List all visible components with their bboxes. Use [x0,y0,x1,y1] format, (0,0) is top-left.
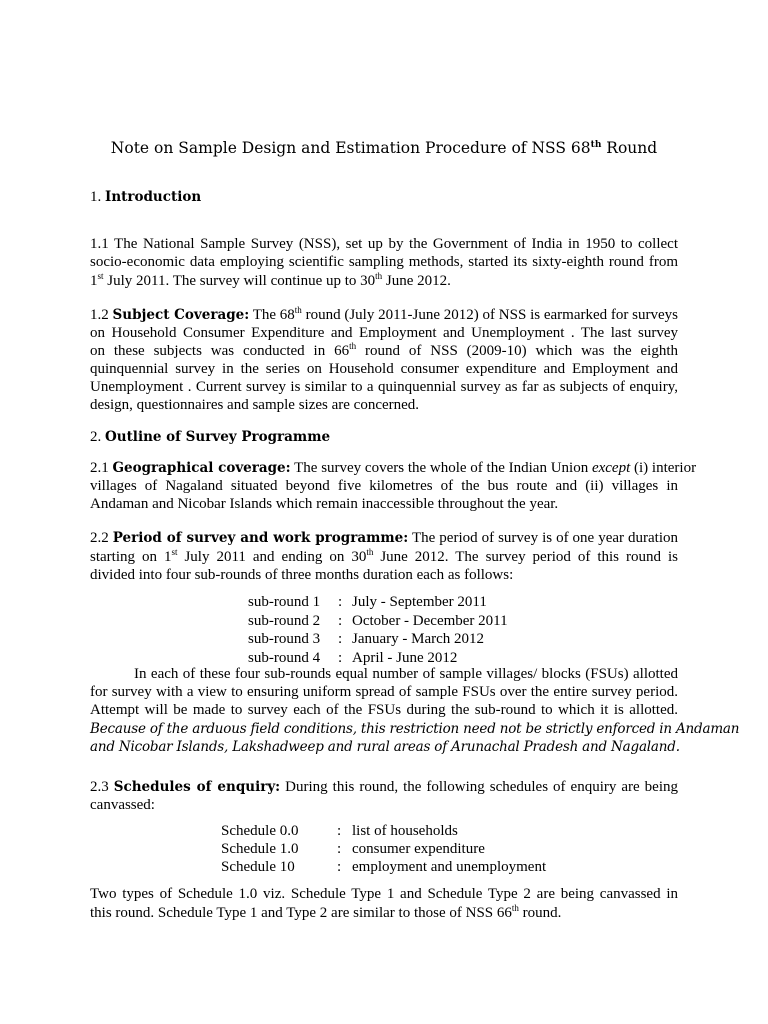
title-text-end: Round [601,139,658,157]
paragraph-1-2-line-1: 1.2 Subject Coverage: The 68th round (July 2011-June 2012) of NSS is earmarked for surveys [90,305,678,323]
paragraph-2-2b-line-2: for survey with a view to ensuring uniform spread of sample FSUs over the entire survey period. [90,684,678,700]
paragraph-2-1-line-3: Andaman and Nicobar Islands which remain inaccessible throughout the year. [90,496,559,512]
document-page: Note on Sample Design and Estimation Procedure of NSS 68th Round 1. Introduction 1.1 The National Sample Survey (NSS), set up by the Government of India in 1950 to collect socio-economic data employing scientific sampling methods, started its sixty-eighth round from 1st July 2011. The survey will continue up to 30th June 2012. 1.2 Subject Coverage: The 68th round (July 2011-June 2012) of NSS is earmarked for surveys on Household Consumer Expenditure and Employment and Unemployment . The last survey on these subjects was conducted in 66th round of NSS (2009-10) which was the eighth quinquennial survey in the series on Household consumer expenditure and Employment and Unemployment . Current survey is similar to a quinquennial survey as far as subjects of enquiry, design, questionnaires and sample sizes are concerned. 2. Outline of Survey Programme 2.1 Geographical coverage: The survey covers the whole of the Indian Union except (i) interior villages of Nagaland situated beyond five kilometres of the bus route and (ii) villages in Andaman and Nicobar Islands which remain inaccessible throughout the year. 2.2 Period of survey and work programme: The period of survey is of one year duration starting on 1st July 2011 and ending on 30th June 2012. The survey period of this round is divided into four sub-rounds of three months duration each as follows: sub-round 1 : July - September 2011 sub-round 2 : October - December 2011 sub-round 3 : January - March 2012 sub-round 4 : April - June 2012 In each of these four sub-rounds equal number of sample villages/ blocks (FSUs) allotted for survey with a view to ensuring uniform spread of sample FSUs over the entire survey period. Attempt will be made to survey each of the FSUs during the sub-round to which it is allotted. Because of the arduous field conditions, this restriction need not be strictly enforced in Andaman and Nicobar Islands, Lakshadweep and rural areas of Arunachal Pradesh and Nagaland. 2.3 Schedules of enquiry: During this round, the following schedules of enquiry are being canvassed: Schedule 0.0 : list of households Schedule 1.0 : consumer expenditure Schedule 10 : employment and unemployment Two types of Schedule 1.0 viz. Schedule Type 1 and Schedule Type 2 are being canvassed in this round. Schedule Type 1 and Type 2 are similar to those of NSS 66th round. [0,0,768,1024]
paragraph-1-1-line-3: 1st July 2011. The survey will continue up to 30th June 2012. [90,271,451,289]
paragraph-2-3b-line-2: this round. Schedule Type 1 and Type 2 are similar to those of NSS 66th round. [90,903,562,921]
paragraph-1-2-line-2: on Household Consumer Expenditure and Employment and Unemployment . The last survey [90,325,678,341]
title-superscript: th [590,140,602,150]
paragraph-2-3-line-1: 2.3 Schedules of enquiry: During this round, the following schedules of enquiry are being [90,779,679,795]
section-heading-outline: 2. Outline of Survey Programme [90,429,331,445]
page-title [0,138,768,158]
paragraph-2-2-line-2: starting on 1st July 2011 and ending on 30th June 2012. The survey period of this round is [90,547,678,565]
paragraph-2-2-line-3: divided into four sub-rounds of three months duration each as follows: [90,567,514,583]
paragraph-2-2b-line-1: In each of these four sub-rounds equal number of sample villages/ blocks (FSUs) allotted [134,666,678,682]
paragraph-2-2b-line-3: Attempt will be made to survey each of the FSUs during the sub-round to which it is allotted. [90,702,678,718]
paragraph-2-3-line-2: canvassed: [90,797,155,813]
paragraph-1-2-line-4: quinquennial survey in the series on Household consumer expenditure and Employment and [90,361,678,377]
paragraph-1-2-line-5: Unemployment . Current survey is similar to a quinquennial survey as far as subjects of enquiry, [90,379,678,395]
paragraph-2-2b-line-4: Because of the arduous field conditions, this restriction need not be strictly enforced in Andaman [90,721,740,737]
paragraph-1-1-line-2: socio-economic data employing scientific sampling methods, started its sixty-eighth round from [90,254,678,270]
paragraph-2-1-line-1: 2.1 Geographical coverage: The survey covers the whole of the Indian Union except (i) interior [90,460,697,476]
title-text: Note on Sample Design and Estimation Procedure of NSS 68 [110,139,591,157]
paragraph-2-2-line-1: 2.2 Period of survey and work programme: The period of survey is of one year duration [90,530,679,546]
section-heading-introduction: 1. Introduction [90,189,202,205]
paragraph-1-2-line-6: design, questionnaires and sample sizes are concerned. [90,397,420,413]
paragraph-2-2b-line-5: and Nicobar Islands, Lakshadweep and rural areas of Arunachal Pradesh and Nagaland. [90,739,680,755]
paragraph-1-1-line-1: 1.1 The National Sample Survey (NSS), set up by the Government of India in 1950 to collect [90,236,678,252]
paragraph-1-2-line-3: on these subjects was conducted in 66th round of NSS (2009-10) which was the eighth [90,341,679,359]
paragraph-2-3b-line-1: Two types of Schedule 1.0 viz. Schedule Type 1 and Schedule Type 2 are being canvassed in [90,886,678,902]
paragraph-2-1-line-2: villages of Nagaland situated beyond five kilometres of the bus route and (ii) villages in [90,478,678,494]
